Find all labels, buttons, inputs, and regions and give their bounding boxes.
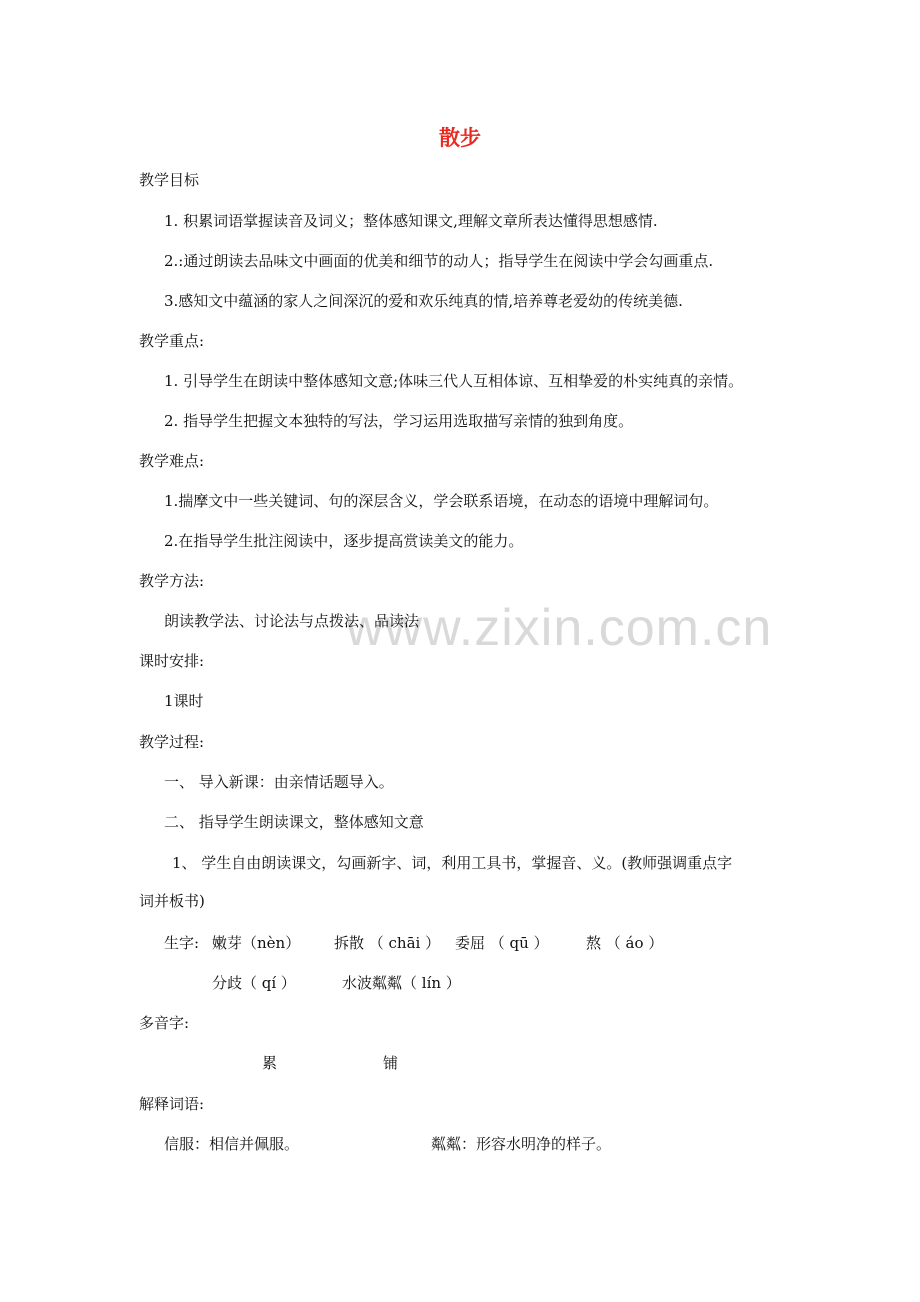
difficulty-item-1: 1.揣摩文中一些关键词、句的深层含义，学会联系语境，在动态的语境中理解词句。: [164, 492, 719, 510]
new-char-item: 嫩芽（nèn）: [212, 934, 301, 952]
objectives-heading: 教学目标: [139, 171, 200, 189]
document-title: 散步: [439, 125, 481, 150]
process-heading: 教学过程:: [139, 733, 205, 751]
schedule-text: 1课时: [164, 692, 204, 710]
difficulties-heading: 教学难点:: [139, 452, 205, 470]
methods-text: 朗读教学法、讨论法与点拨法、品读法: [164, 612, 420, 630]
process-step-2: 二、 指导学生朗读课文，整体感知文意: [164, 813, 424, 831]
objective-item-2: 2.:通过朗读去品味文中画面的优美和细节的动人；指导学生在阅读中学会勾画重点.: [164, 252, 714, 270]
process-step-1: 一、 导入新课：由亲情话题导入。: [164, 773, 394, 791]
new-chars-label: 生字:: [164, 934, 200, 952]
polyphonic-char: 铺: [383, 1054, 399, 1072]
key-points-heading: 教学重点:: [139, 332, 205, 350]
vocab-item: 信服：相信并佩服。: [164, 1135, 300, 1153]
watermark: www.zixin.com.cn: [346, 599, 773, 657]
new-char-item: 水波粼粼（ lín ）: [342, 974, 461, 992]
vocab-heading: 解释词语:: [139, 1095, 205, 1113]
new-char-item: 熬 （ áo ）: [586, 934, 664, 952]
polyphonic-heading: 多音字:: [139, 1014, 190, 1032]
schedule-heading: 课时安排:: [139, 652, 205, 670]
step1-line-2: 词并板书): [139, 892, 205, 910]
new-char-item: 拆散 （ chāi ）: [334, 934, 441, 952]
key-point-item-2: 2. 指导学生把握文本独特的写法，学习运用选取描写亲情的独到角度。: [164, 412, 634, 430]
step1-line-1: 1、 学生自由朗读课文，勾画新字、词，利用工具书，掌握音、义。(教师强调重点字: [172, 854, 733, 872]
vocab-item: 粼粼：形容水明净的样子。: [431, 1135, 612, 1153]
new-char-item: 分歧（ qí ）: [212, 974, 296, 992]
objective-item-1: 1. 积累词语掌握读音及词义；整体感知课文,理解文章所表达懂得思想感情.: [164, 212, 658, 230]
new-char-item: 委屈 （ qū ）: [455, 934, 549, 952]
key-point-item-1: 1. 引导学生在朗读中整体感知文意;体味三代人互相体谅、互相挚爱的朴实纯真的亲情。: [164, 372, 744, 390]
methods-heading: 教学方法:: [139, 572, 205, 590]
difficulty-item-2: 2.在指导学生批注阅读中，逐步提高赏读美文的能力。: [164, 532, 524, 550]
polyphonic-char: 累: [262, 1054, 278, 1072]
objective-item-3: 3.感知文中蕴涵的家人之间深沉的爱和欢乐纯真的情,培养尊老爱幼的传统美德.: [164, 292, 683, 310]
